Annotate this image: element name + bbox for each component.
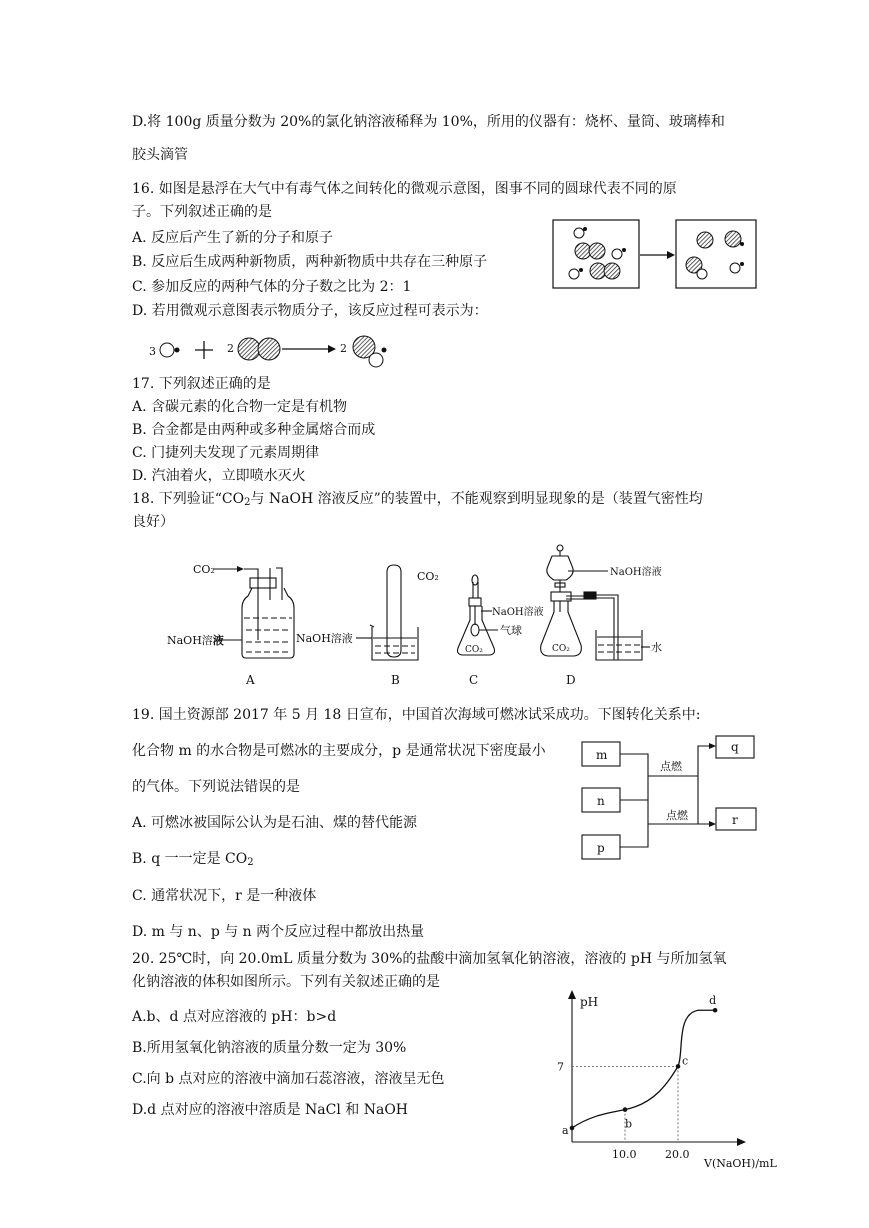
label-naoh-c: NaOH溶液 — [492, 607, 544, 618]
q20-option-c: C.向 b 点对应的溶液中滴加石蕊溶液，溶液呈无色 — [132, 1071, 445, 1087]
caption-d: D — [566, 673, 576, 687]
q19-option-c: C. 通常状况下，r 是一种液体 — [132, 888, 317, 904]
q20-option-d: D.d 点对应的溶液中溶质是 NaCl 和 NaOH — [132, 1102, 409, 1118]
label-p: p — [597, 841, 605, 855]
label-co2-c: CO₂ — [465, 645, 483, 655]
label-ignite-2: 点燃 — [666, 809, 688, 822]
label-ignite-1: 点燃 — [660, 760, 682, 773]
label-naoh-b: NaOH溶液 — [296, 632, 353, 645]
label-co2-a: CO₂ — [193, 563, 215, 576]
q20-stem-line1: 20. 25℃时，向 20.0mL 质量分数为 30%的盐酸中滴加氢氧化钠溶液，溶液的 pH 与所加氢氧 — [132, 951, 727, 967]
q19-stem-line1: 19. 国土资源部 2017 年 5 月 18 日宣布，中国首次海域可燃冰试采成功。下图转化关系中: — [132, 707, 701, 723]
point-label-a: a — [562, 1123, 569, 1137]
q16-option-b: B. 反应后生成两种新物质，两种新物质中共存在三种原子 — [132, 254, 488, 270]
q16-option-c: C. 参加反应的两种气体的分子数之比为 2：1 — [132, 279, 412, 295]
label-balloon-c: 气球 — [500, 624, 522, 637]
label-n: n — [597, 794, 605, 808]
q17-option-b: B. 合金都是由两种或多种金属熔合而成 — [132, 422, 376, 438]
q17-option-c: C. 门捷列夫发现了元素周期律 — [132, 445, 320, 461]
x-axis-label: V(NaOH)/mL — [704, 1157, 777, 1170]
eq-coef-1: 3 — [149, 345, 156, 358]
caption-a: A — [246, 673, 255, 687]
label-q: q — [731, 740, 739, 754]
point-a — [570, 1126, 575, 1131]
q16-option-d: D. 若用微观示意图表示物质分子，该反应过程可表示为： — [132, 303, 488, 319]
q19-stem-line3: 的气体。下列说法错误的是 — [132, 779, 300, 795]
q20-option-a: A.b、d 点对应溶液的 pH：b>d — [132, 1009, 337, 1025]
x-tick-10: 10.0 — [612, 1148, 637, 1161]
q16-option-a: A. 反应后产生了新的分子和原子 — [132, 230, 334, 246]
q17-stem: 17. 下列叙述正确的是 — [132, 376, 271, 392]
q19-option-b: B. q 一一定是 $CO_2$ — [132, 851, 254, 868]
point-label-d: d — [709, 994, 717, 1008]
q16-stem-line1: 16. 如图是悬浮在大气中有毒气体之间转化的微观示意图，图事不同的圆球代表不同的原 — [132, 181, 677, 197]
q19-option-a: A. 可燃冰被国际公认为是石油、煤的替代能源 — [132, 815, 418, 831]
q18-stem-line2: 良好） — [132, 514, 174, 530]
label-r: r — [732, 813, 738, 827]
point-b — [623, 1107, 628, 1112]
label-water-d: 水 — [651, 641, 662, 654]
point-label-c: c — [682, 1054, 689, 1068]
q15-option-d-line1: D.将 100g 质量分数为 20%的氯化钠溶液稀释为 10%，所用的仪器有：烧杯、量筒、玻璃棒和 — [132, 114, 725, 130]
point-c — [676, 1064, 681, 1069]
label-m: m — [596, 748, 608, 762]
eq-coef-3: 2 — [340, 342, 347, 355]
point-d — [713, 1008, 718, 1013]
q15-option-d-line2: 胶头滴管 — [132, 147, 188, 163]
y-tick-7: 7 — [557, 1060, 564, 1074]
q19-stem-line2: 化合物 m 的水合物是可燃冰的主要成分，p 是通常状况下密度最小 — [132, 743, 546, 759]
label-co2-b: CO₂ — [417, 570, 439, 583]
q16-stem-line2: 子。下列叙述正确的是 — [132, 204, 272, 220]
q19-option-d: D. m 与 n、p 与 n 两个反应过程中都放出热量 — [132, 924, 425, 940]
q20-option-b: B.所用氢氧化钠溶液的质量分数一定为 30% — [132, 1040, 407, 1056]
label-co2-d: CO₂ — [552, 644, 570, 654]
q18-stem-line1: 18. 下列验证“$CO_2$与 NaOH 溶液反应”的装置中，不能观察到明显现象的是（装置气密性均 — [132, 491, 703, 508]
y-axis-label: pH — [580, 995, 599, 1009]
q20-stem-line2: 化钠溶液的体积如图所示。下列有关叙述正确的是 — [132, 974, 440, 990]
q17-option-a: A. 含碳元素的化合物一定是有机物 — [132, 399, 348, 415]
caption-c: C — [469, 673, 479, 687]
q17-option-d: D. 汽油着火，立即喷水灭火 — [132, 468, 306, 484]
ph-curve — [572, 1010, 715, 1128]
label-naoh-a: NaOH溶液 — [167, 634, 224, 647]
eq-coef-2: 2 — [227, 342, 234, 355]
label-naoh-d: NaOH溶液 — [610, 567, 662, 578]
caption-b: B — [391, 673, 400, 687]
point-label-b: b — [625, 1117, 633, 1131]
x-tick-20: 20.0 — [665, 1148, 690, 1161]
